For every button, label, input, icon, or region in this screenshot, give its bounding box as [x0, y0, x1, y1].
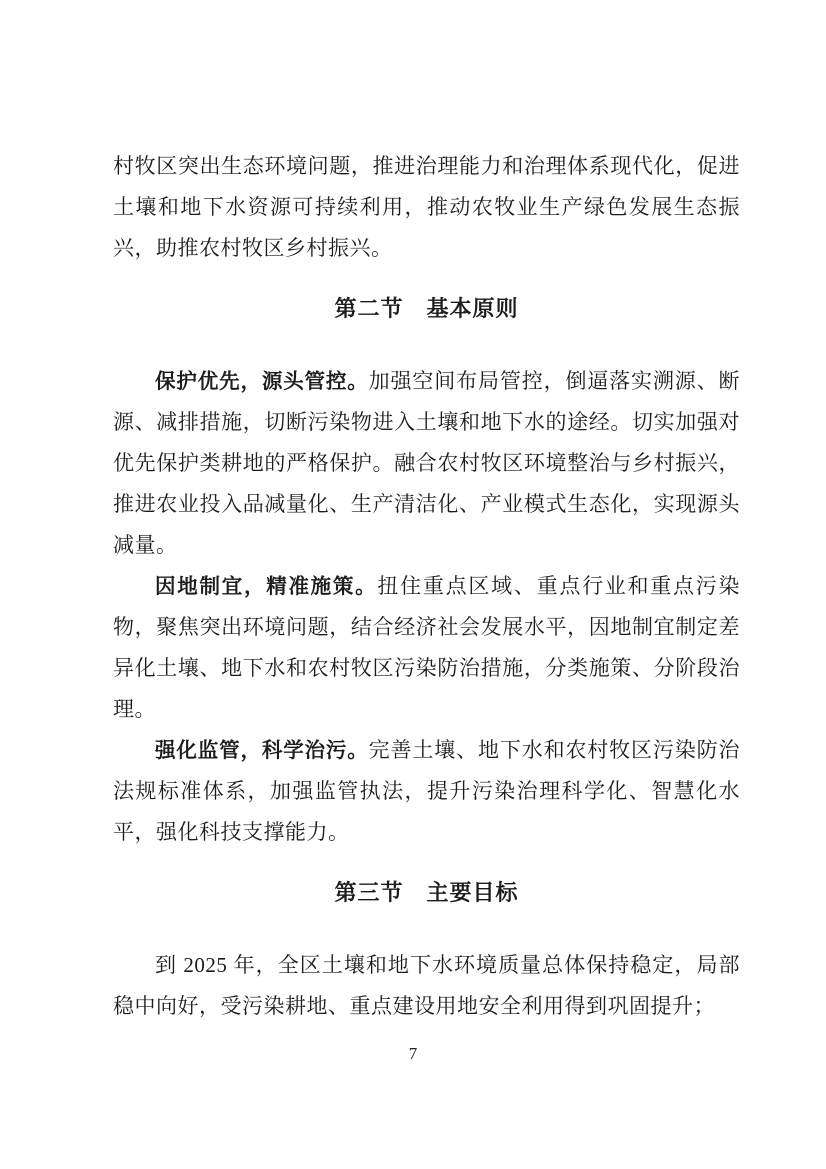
principle-paragraph-2 [113, 566, 740, 730]
continuation-paragraph: 村牧区突出生态环境问题，推进治理能力和治理体系现代化，促进土壤和地下水资源可持续利用，推动农牧业生产绿色发展生态振兴，助推农村牧区乡村振兴。 [113, 154, 740, 260]
targets-body: 到 2025 年，全区土壤和地下水环境质量总体保持稳定，局部稳中向好，受污染耕地、重点建设用地安全利用得到巩固提升； [113, 953, 740, 1018]
principle-body-3: 完善土壤、地下水和农村牧区污染防治法规标准体系，加强监管执法，提升污染治理科学化、智慧化水平，强化科技支撑能力。 [113, 738, 741, 844]
principle-paragraph-3 [113, 730, 740, 853]
section-heading-main-targets: 第三节 主要目标 [334, 880, 519, 905]
page-number: 7 [408, 1044, 418, 1063]
page-content [113, 146, 740, 1027]
principle-body-1: 加强空间布局管控，倒逼落实溯源、断源、减排措施，切断污染物进入土壤和地下水的途经。切实加强对优先保护类耕地的严格保护。融合农村牧区环境整治与乡村振兴，推进农业投入品减量化、生产清洁化、产业模式生态化，实现源头减量。 [113, 369, 741, 557]
section-heading-basic-principles: 第二节 基本原则 [334, 296, 519, 321]
targets-paragraph [113, 945, 740, 1027]
principle-paragraph-1 [113, 361, 740, 566]
principle-lead-1: 保护优先，源头管控。 [155, 370, 369, 393]
principle-lead-2: 因地制宜，精准施策。 [155, 575, 378, 598]
principle-body-2: 扭住重点区域、重点行业和重点污染物，聚焦突出环境问题，结合经济社会发展水平，因地制宜制定差异化土壤、地下水和农村牧区污染防治措施，分类施策、分阶段治理。 [113, 574, 741, 721]
principle-lead-3: 强化监管，科学治污。 [155, 739, 369, 762]
